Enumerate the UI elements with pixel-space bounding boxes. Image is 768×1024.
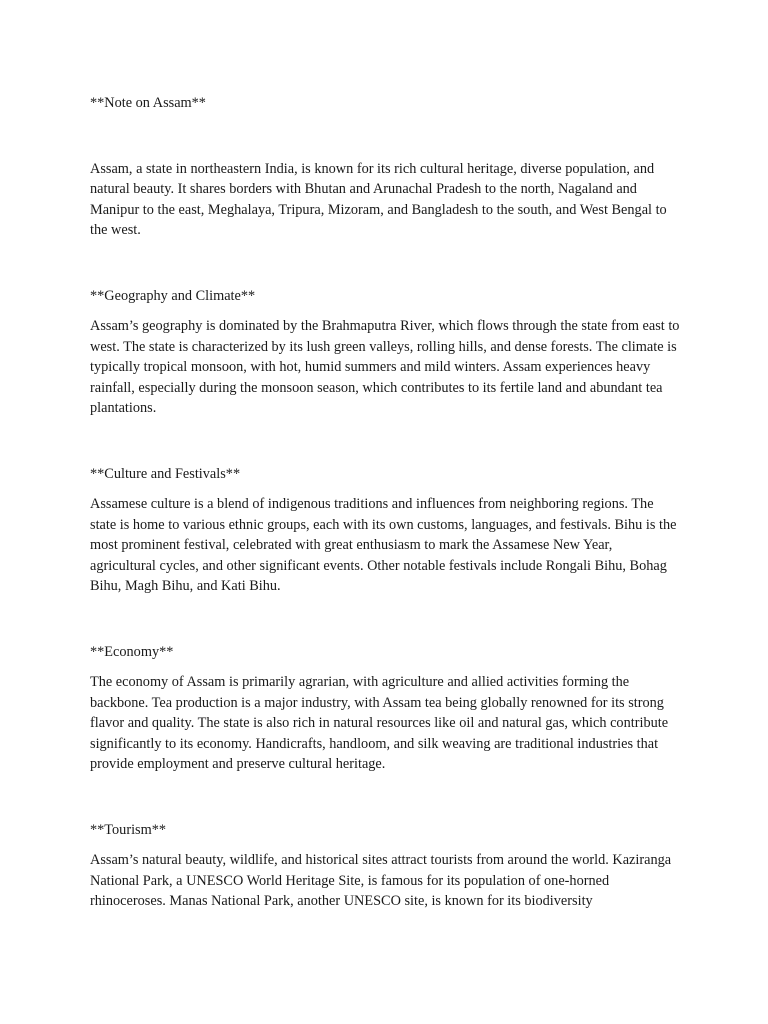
section-paragraph: The economy of Assam is primarily agrarian, with agriculture and allied activities forming the backbone. Tea production is a major industry, with Assam tea being globally renowned for its strong flavor and quality. The state is also rich in natural resources like oil and natural gas, which contribute significantly to its economy. Handicrafts, handloom, and silk weaving are traditional industries that provide employment and preserve cultural heritage.: [90, 674, 669, 772]
intro-paragraph: Assam, a state in northeastern India, is known for its rich cultural heritage, diverse population, and natural beauty. It shares borders with Bhutan and Arunachal Pradesh to the north, Nagaland and Manipur to the east, Meghalaya, Tripura, Mizoram, and Bangladesh to the south, and West Bengal to the west.: [90, 160, 667, 238]
section-paragraph: Assamese culture is a blend of indigenous traditions and influences from neighboring regions. The state is home to various ethnic groups, each with its own customs, languages, and festivals. Bihu is the most prominent festival, celebrated with great enthusiasm to mark the Assamese New Year, agricultural cycles, and other significant events. Other notable festivals include Rongali Bihu, Bohag Bihu, Magh Bihu, and Kati Bihu.: [90, 496, 677, 594]
section-heading: **Geography and Climate**: [90, 287, 256, 304]
section-economy: [90, 642, 680, 775]
section-culture-festivals: [90, 464, 680, 597]
section-heading: **Culture and Festivals**: [90, 465, 241, 482]
section-tourism: [90, 820, 680, 912]
section-geography-climate: [90, 286, 680, 419]
section-heading: **Tourism**: [90, 821, 167, 838]
section-paragraph: Assam’s natural beauty, wildlife, and historical sites attract tourists from around the world. Kaziranga National Park, a UNESCO World Heritage Site, is famous for its population of one-horned rhinoceroses. Manas National Park, another UNESCO site, is known for its biodiversity: [90, 852, 672, 909]
document-page: [90, 93, 680, 957]
section-paragraph: Assam’s geography is dominated by the Brahmaputra River, which flows through the state from east to west. The state is characterized by its lush green valleys, rolling hills, and dense forests. The climate is typically tropical monsoon, with hot, humid summers and mild winters. Assam experiences heavy rainfall, especially during the monsoon season, which contributes to its fertile land and abundant tea plantations.: [90, 318, 680, 416]
document-title: **Note on Assam**: [90, 95, 206, 111]
section-heading: **Economy**: [90, 643, 174, 660]
